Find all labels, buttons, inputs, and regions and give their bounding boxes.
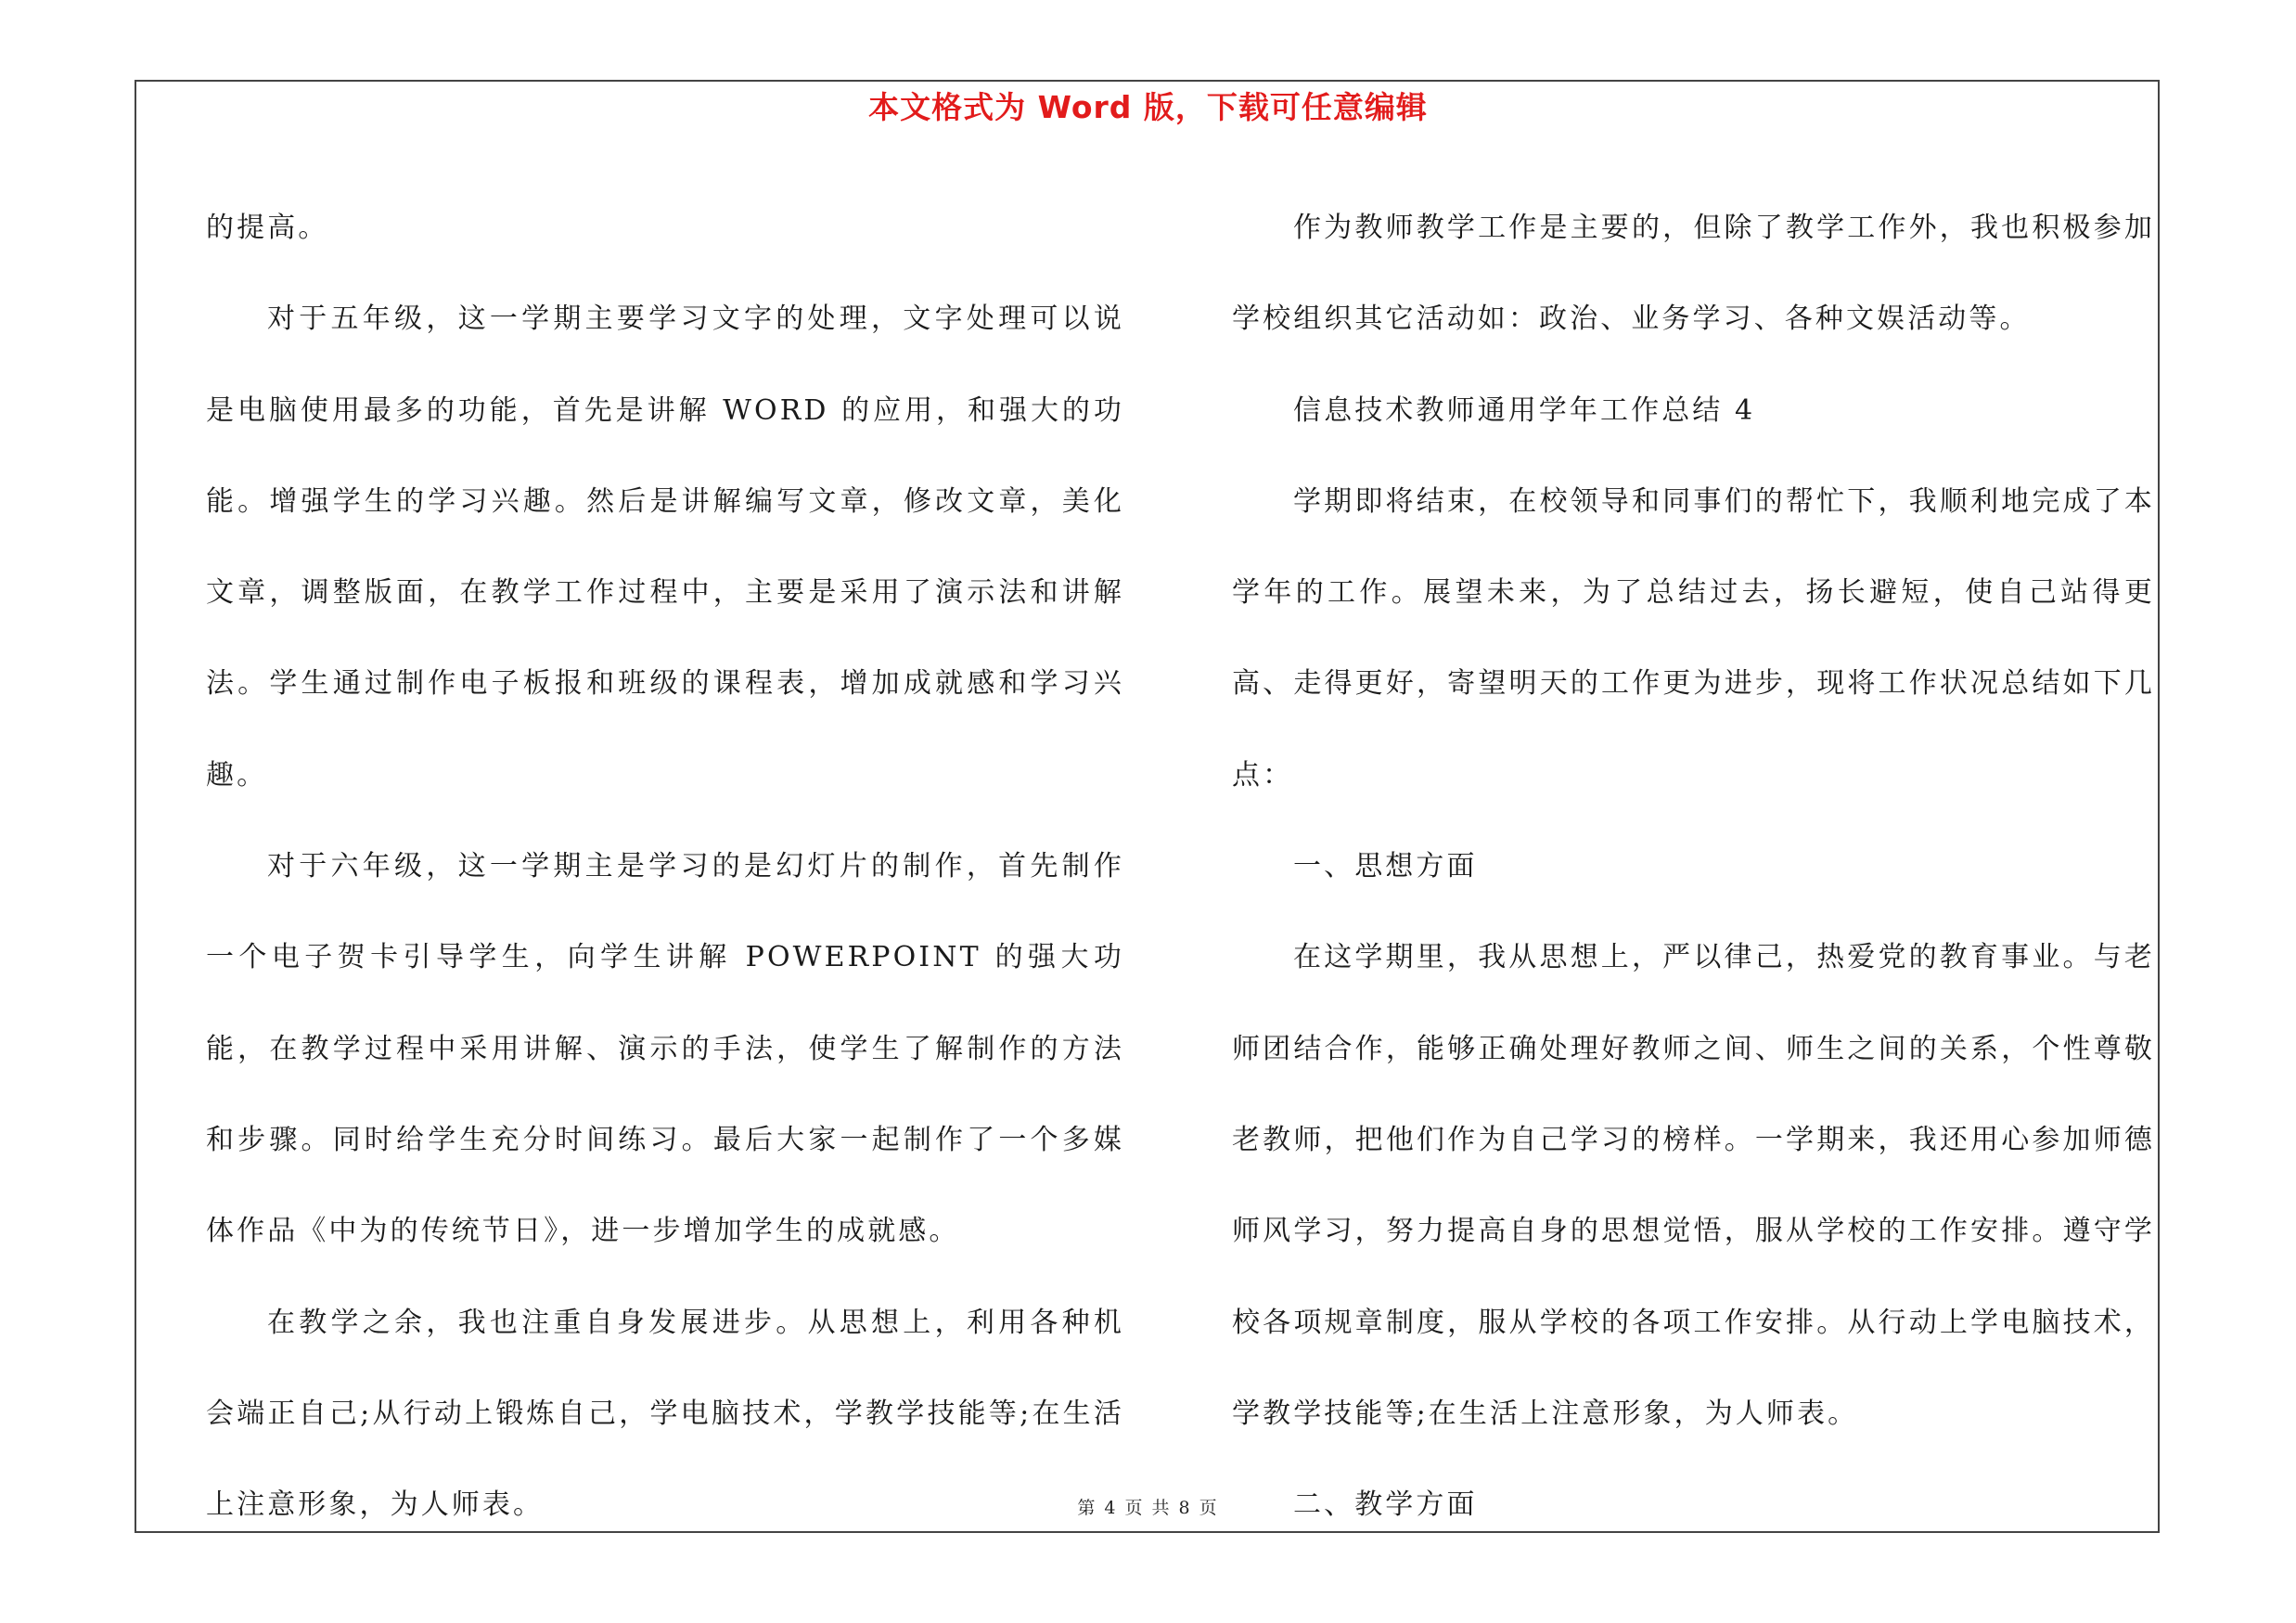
section-title: 信息技术教师通用学年工作总结 4 xyxy=(1293,393,1756,427)
paragraph: 对于五年级，这一学期主要学习文字的处理，文字处理可以说是电脑使用最多的功能，首先是讲解 WORD 的应用，和强大的功能。增强学生的学习兴趣。然后是讲解编写文章，修改文章，美化文章，调整版面，在教学工作过程中，主要是采用了演示法和讲解法。学生通过制作电子板报和班级的课程表，增加成就感和学习兴趣。 xyxy=(206,303,1124,792)
section-heading: 二、教学方面 xyxy=(1293,1488,1478,1522)
paragraph: 在这学期里，我从思想上，严以律己，热爱党的教育事业。与老师团结合作，能够正确处理好教师之间、师生之间的关系，个性尊敬老教师，把他们作为自己学习的榜样。一学期来，我还用心参加师德师风学习，努力提高自身的思想觉悟，服从学校的工作安排。遵守学校各项规章制度，服从学校的各项工作安排。从行动上学电脑技术，学教学技能等;在生活上注意形象，为人师表。 xyxy=(1232,941,2155,1430)
paragraph: 对于六年级，这一学期主是学习的是幻灯片的制作，首先制作一个电子贺卡引导学生，向学生讲解 POWERPOINT 的强大功能，在教学过程中采用讲解、演示的手法，使学生了解制作的方法和步骤。同时给学生充分时间练习。最后大家一起制作了一个多媒体作品《中为的传统节日》，进一步增加学生的成就感。 xyxy=(206,850,1124,1248)
paragraph: 的提高。 xyxy=(206,212,329,244)
paragraph: 学期即将结束，在校领导和同事们的帮忙下，我顺利地完成了本学年的工作。展望未来，为了总结过去，扬长避短，使自己站得更高、走得更好，寄望明天的工作更为进步，现将工作状况总结如下几点： xyxy=(1232,484,2155,792)
section-heading: 一、思想方面 xyxy=(1293,850,1478,883)
editable-notice-banner: 本文格式为 Word 版，下载可任意编辑 xyxy=(868,89,1428,125)
left-column xyxy=(206,183,1124,1551)
right-column xyxy=(1232,183,2155,1551)
paragraph: 作为教师教学工作是主要的，但除了教学工作外，我也积极参加学校组织其它活动如：政治、业务学习、各种文娱活动等。 xyxy=(1232,212,2155,336)
page-number-footer: 第 4 页 共 8 页 xyxy=(1077,1498,1219,1518)
paragraph: 在教学之余，我也注重自身发展进步。从思想上，利用各种机会端正自己;从行动上锻炼自己，学电脑技术，学教学技能等;在生活上注意形象，为人师表。 xyxy=(206,1306,1124,1522)
